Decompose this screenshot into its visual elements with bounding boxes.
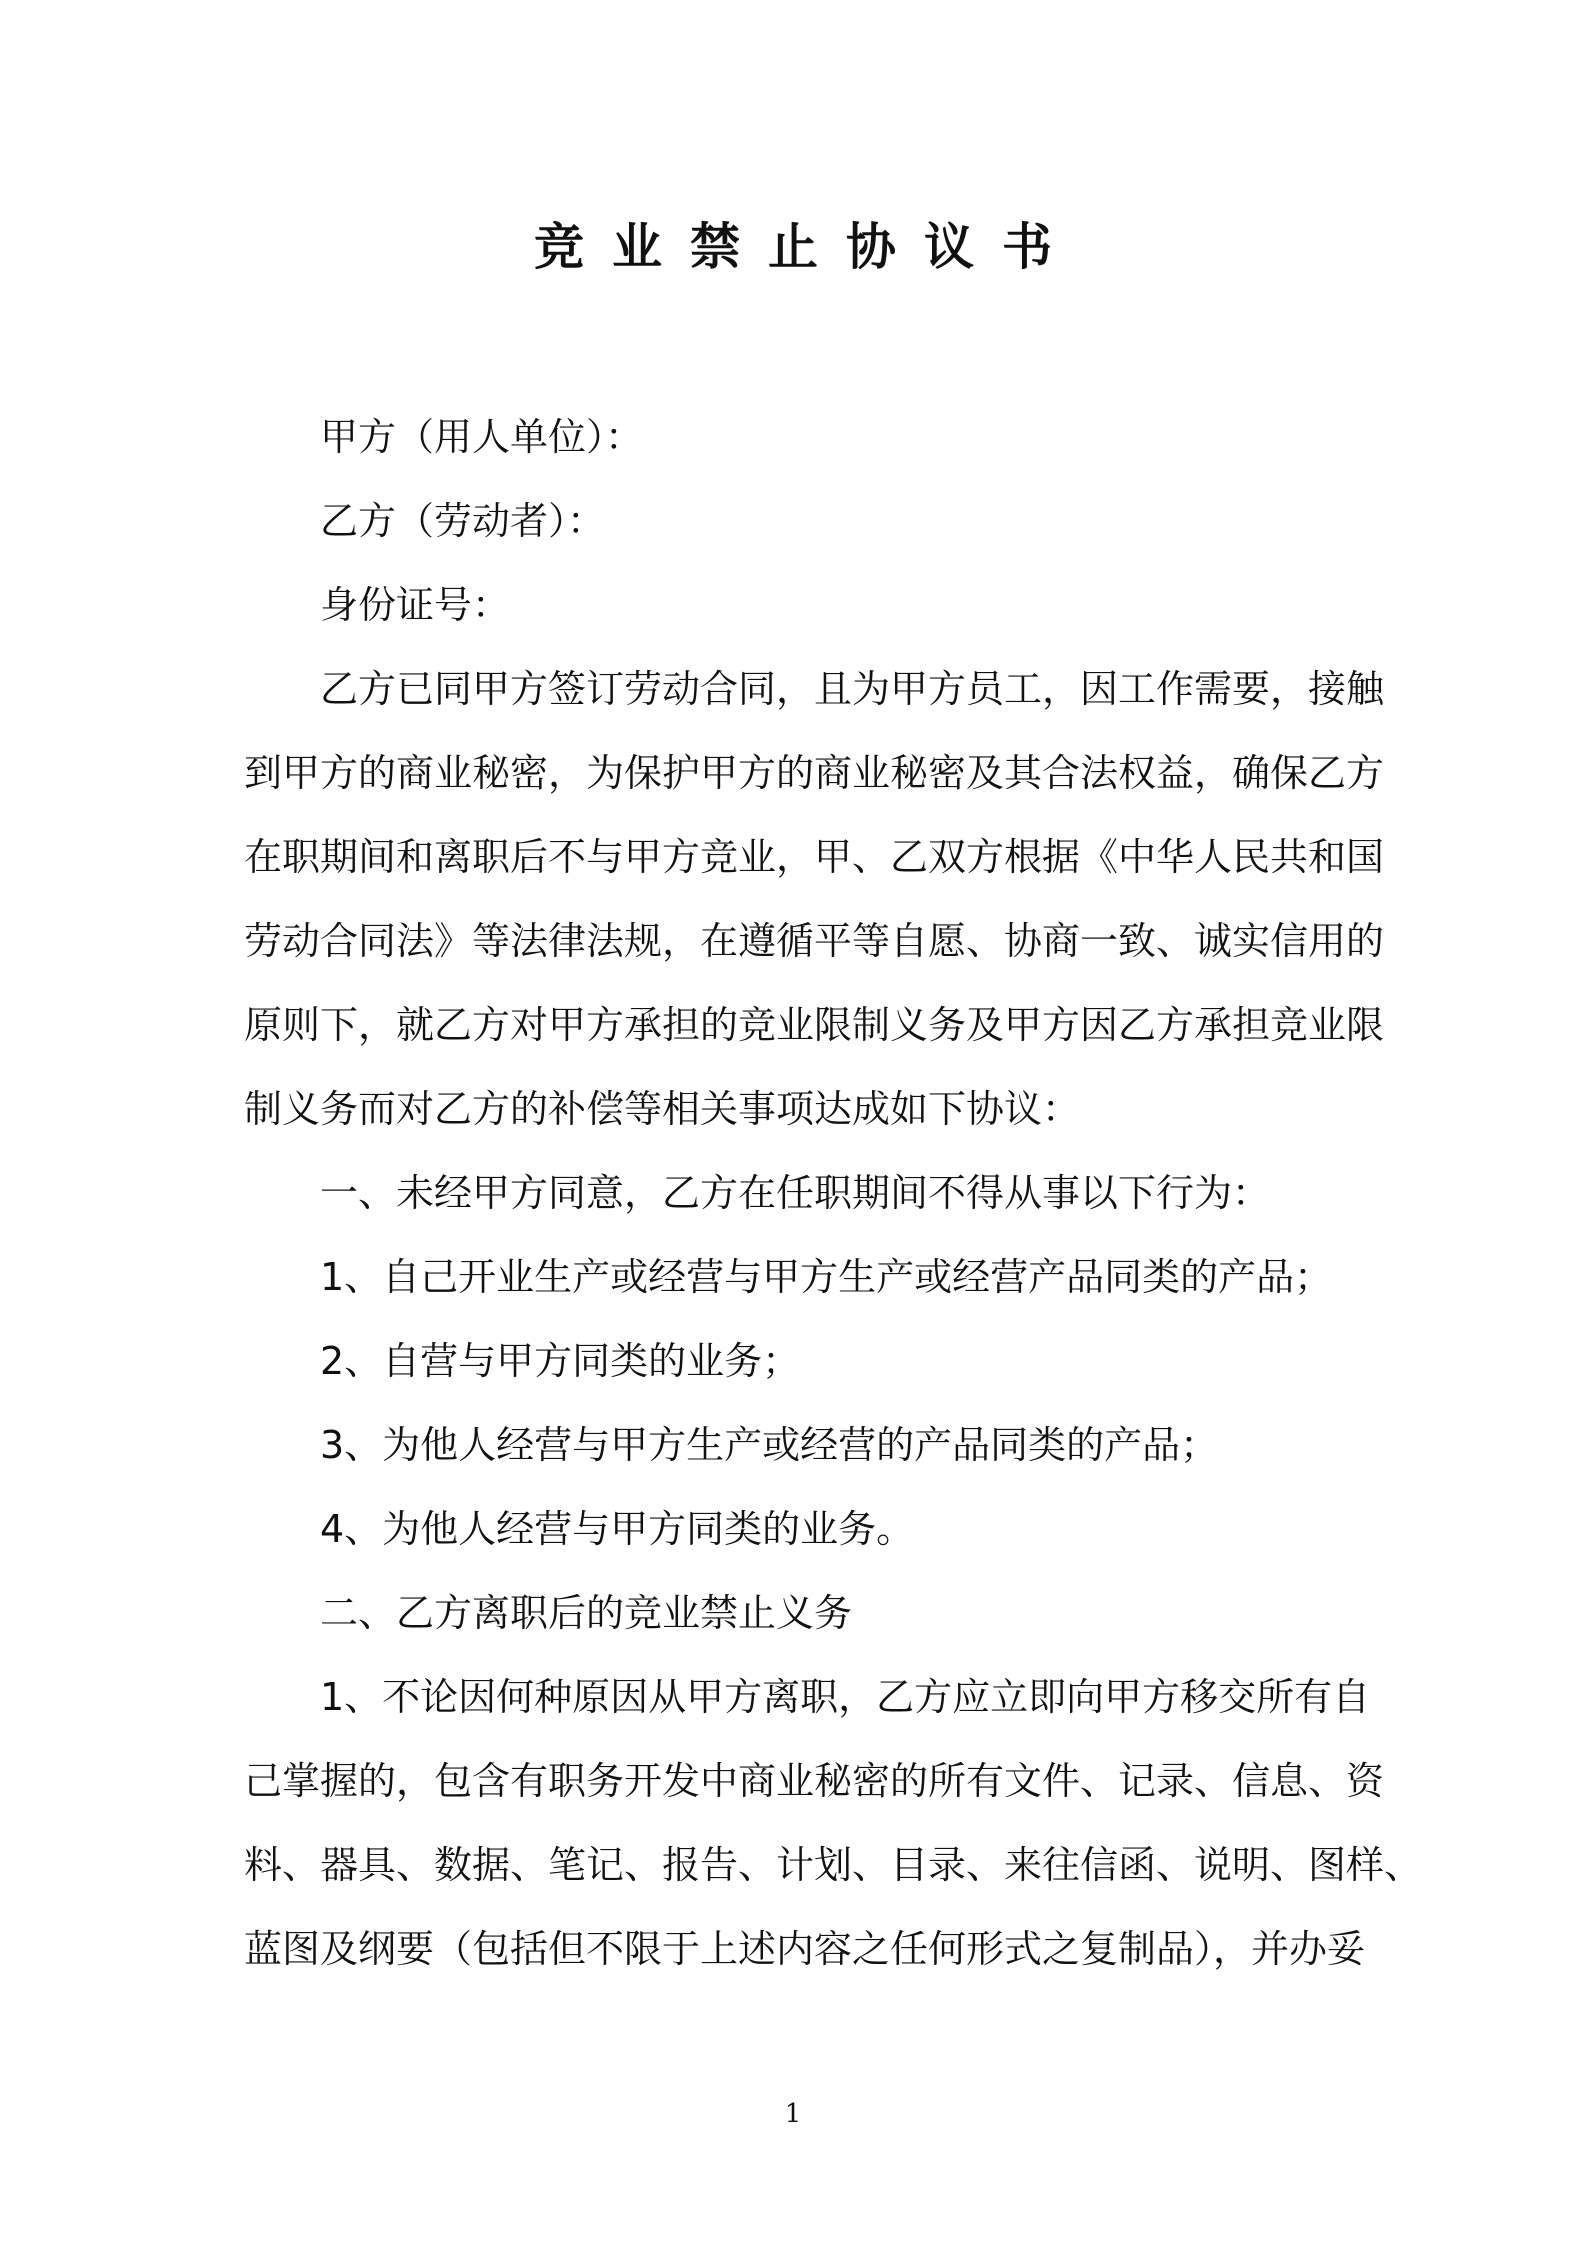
paragraph-line: 乙方已同甲方签订劳动合同，且为甲方员工，因工作需要，接触: [320, 667, 1385, 711]
section-1-item: 3、为他人经营与甲方生产或经营的产品同类的产品；: [320, 1423, 1219, 1467]
paragraph-line: 劳动合同法》等法律法规，在遵循平等自愿、协商一致、诚实信用的: [244, 919, 1385, 963]
party-a-field: 甲方（用人单位）：: [320, 415, 644, 459]
paragraph-line: 制义务而对乙方的补偿等相关事项达成如下协议：: [244, 1087, 1081, 1131]
section-1-heading: 一、未经甲方同意，乙方在任职期间不得从事以下行为：: [320, 1171, 1271, 1215]
page-number: 1: [784, 2099, 802, 2129]
paragraph-line: 料、器具、数据、笔记、报告、计划、目录、来往信函、说明、图样、: [244, 1843, 1423, 1887]
paragraph-line: 蓝图及纲要（包括但不限于上述内容之任何形式之复制品），并办妥: [244, 1927, 1366, 1971]
section-2-item-1-paragraph: [244, 1655, 1423, 1991]
preamble-paragraph: [244, 647, 1385, 1151]
paragraph-line: 己掌握的，包含有职务开发中商业秘密的所有文件、记录、信息、资: [244, 1759, 1385, 1803]
section-1-item: 4、为他人经营与甲方同类的业务。: [320, 1507, 915, 1551]
party-b-field: 乙方（劳动者）：: [320, 499, 606, 543]
paragraph-line: 原则下，就乙方对甲方承担的竞业限制义务及甲方因乙方承担竞业限: [244, 1003, 1385, 1047]
section-2-heading: 二、乙方离职后的竞业禁止义务: [320, 1591, 853, 1635]
document-title: 竞业禁止协议书: [534, 218, 1080, 276]
document-body: [244, 395, 1423, 1991]
paragraph-line: 1、不论因何种原因从甲方离职，乙方应立即向甲方移交所有自: [320, 1675, 1371, 1719]
section-1-item: 1、自己开业生产或经营与甲方生产或经营产品同类的产品；: [320, 1255, 1333, 1299]
id-number-field: 身份证号：: [320, 583, 511, 627]
paragraph-line: 在职期间和离职后不与甲方竞业，甲、乙双方根据《中华人民共和国: [244, 835, 1385, 879]
section-1-item: 2、自营与甲方同类的业务；: [320, 1339, 801, 1383]
paragraph-line: 到甲方的商业秘密，为保护甲方的商业秘密及其合法权益，确保乙方: [244, 751, 1385, 795]
